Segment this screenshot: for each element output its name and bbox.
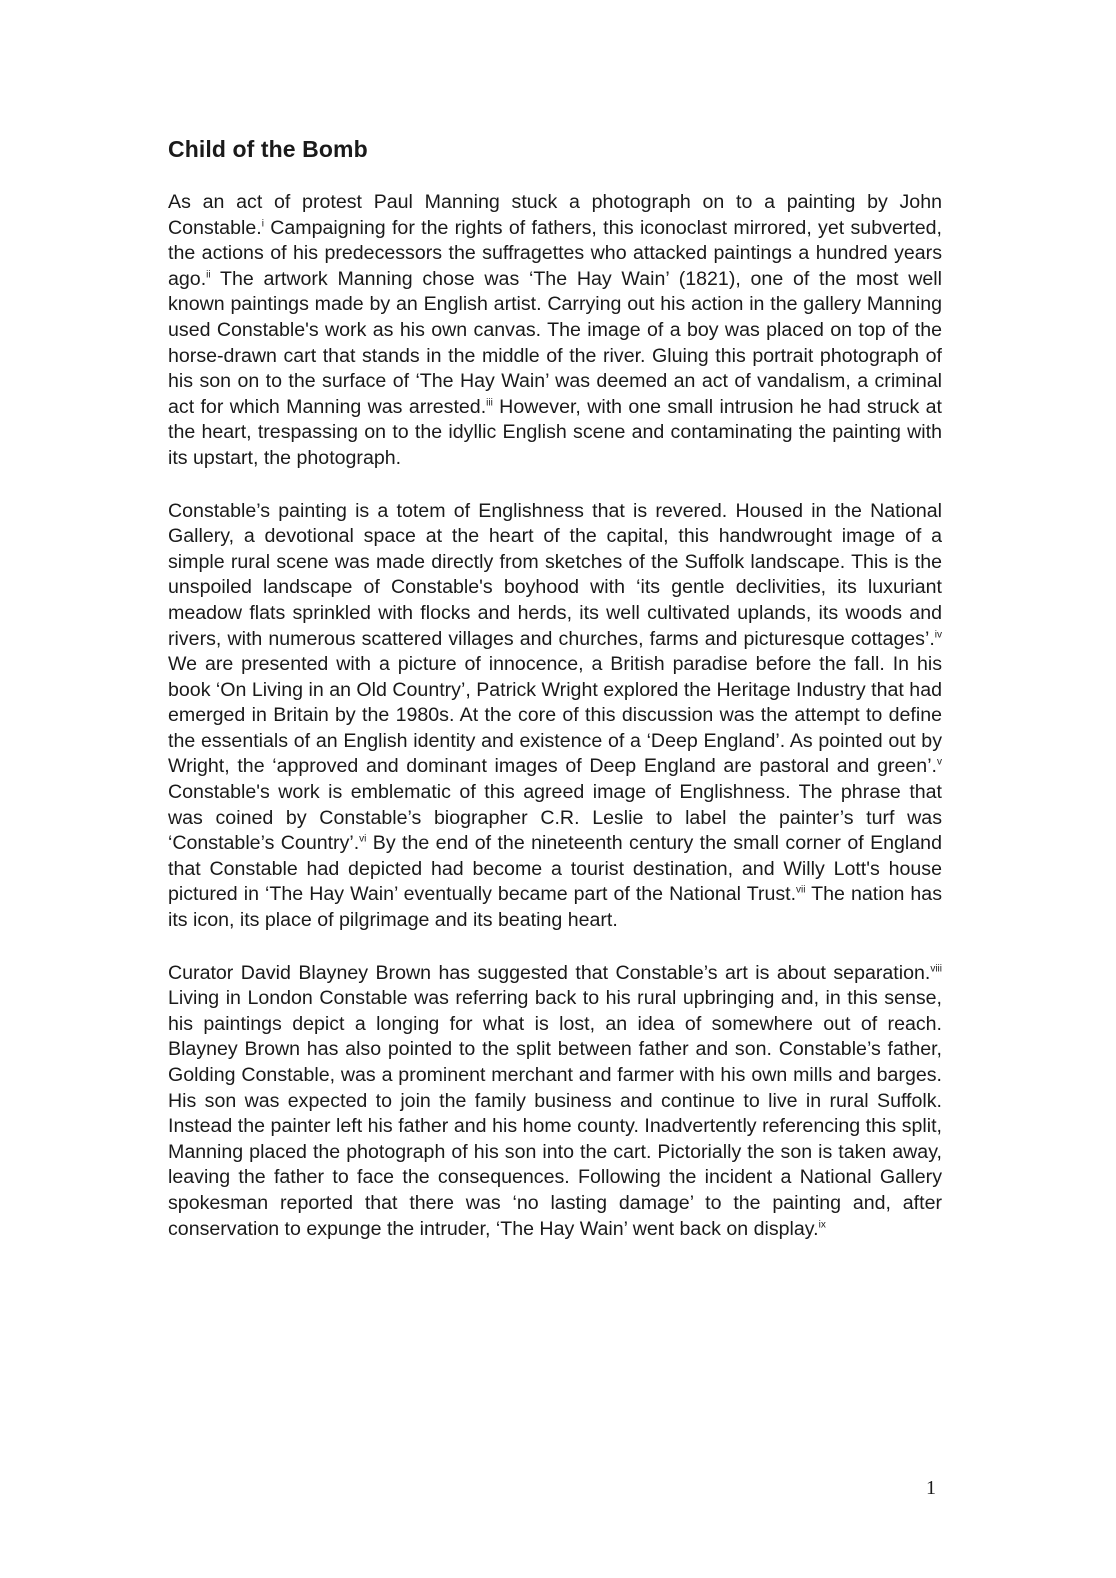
page-number: 1: [926, 1477, 936, 1499]
paragraph-text: The nation has its icon, its place of pilgrimage and its beating heart.: [168, 883, 943, 932]
paragraph-text: Constable’s painting is a totem of Englishness that is revered. Housed in the National Gallery, a devotional space at the heart of the capital, this handwrought image of a simple rural scene was made directly from sketches of the Suffolk landscape. This is the unspoiled landscape of Constable's boyhood with ‘its gentle declivities, its luxuriant meadow flats sprinkled with flocks and herds, its well cultivated uplands, its woods and rivers, with numerous scattered villages and churches, farms and picturesque cottages’.: [168, 499, 942, 650]
footnote-ref: vi: [359, 833, 367, 845]
footnote-ref: ii: [206, 269, 211, 281]
paragraph-text: However, with one small intrusion he had struck at the heart, trespassing on to the idyllic English scene and contaminating the painting with its upstart, the photograph.: [168, 395, 942, 469]
footnote-ref: ix: [818, 1219, 826, 1231]
paragraph-text: Campaigning for the rights of fathers, this iconoclast mirrored, yet subverted, the actions of his predecessors the suffragettes who attacked paintings a hundred years ago.: [168, 216, 942, 290]
paragraph-3: [168, 961, 942, 1243]
document-title: Child of the Bomb: [168, 136, 368, 162]
paragraph-text: The artwork Manning chose was ‘The Hay Wain’ (1821), one of the most well known paintings made by an English artist. Carrying out his action in the gallery Manning used Constable's work as his own canvas. The image of a boy was placed on top of the horse-drawn cart that stands in the middle of the river. Gluing this portrait photograph of his son on to the surface of ‘The Hay Wain’ was deemed an act of vandalism, a criminal act for which Manning was arrested.: [168, 267, 942, 418]
footnote-ref: v: [937, 756, 942, 768]
paragraph-text: We are presented with a picture of innocence, a British paradise before the fall. In his book ‘On Living in an Old Country’, Patrick Wright explored the Heritage Industry that had emerged in Britain by the 1980s. At the core of this discussion was the attempt to define the essentials of an English identity and existence of a ‘Deep England’. As pointed out by Wright, the ‘approved and dominant images of Deep England are pastoral and green’.: [168, 653, 942, 778]
paragraph-1: [168, 190, 942, 472]
footnote-ref: viii: [930, 963, 942, 975]
paragraph-text: Curator David Blayney Brown has suggested that Constable’s art is about separation.: [168, 961, 931, 984]
paragraph-2: [168, 499, 942, 934]
paragraph-text: Living in London Constable was referring back to his rural upbringing and, in this sense, his paintings depict a longing for what is lost, an idea of somewhere out of reach. Blayney Brown has also pointed to the split between father and son. Constable’s father, Golding Constable, was a prominent merchant and farmer with his own mills and barges. His son was expected to join the family business and continue to live in rural Suffolk. Instead the painter left his father and his home county. Inadvertently referencing this split, Manning placed the photograph of his son into the cart. Pictorially the son is taken away, leaving the father to face the consequences. Following the incident a National Gallery spokesman reported that there was ‘no lasting damage’ to the painting and, after conservation to expunge the intruder, ‘The Hay Wain’ went back on display.: [168, 987, 942, 1240]
footnote-ref: i: [261, 218, 264, 230]
document-body: [168, 190, 942, 1269]
paragraph-text: Constable's work is emblematic of this agreed image of Englishness. The phrase that was coined by Constable’s biographer C.R. Leslie to label the painter’s turf was ‘Constable’s Country’.: [168, 781, 942, 855]
paragraph-text: By the end of the nineteenth century the small corner of England that Constable had depicted had become a tourist destination, and Willy Lott's house pictured in ‘The Hay Wain’ eventually became part of the National Trust.: [168, 832, 942, 906]
paragraph-text: As an act of protest Paul Manning stuck a photograph on to a painting by John Constable.: [168, 191, 942, 239]
footnote-ref: iii: [486, 397, 493, 409]
footnote-ref: vii: [796, 884, 806, 896]
footnote-ref: iv: [934, 629, 942, 640]
